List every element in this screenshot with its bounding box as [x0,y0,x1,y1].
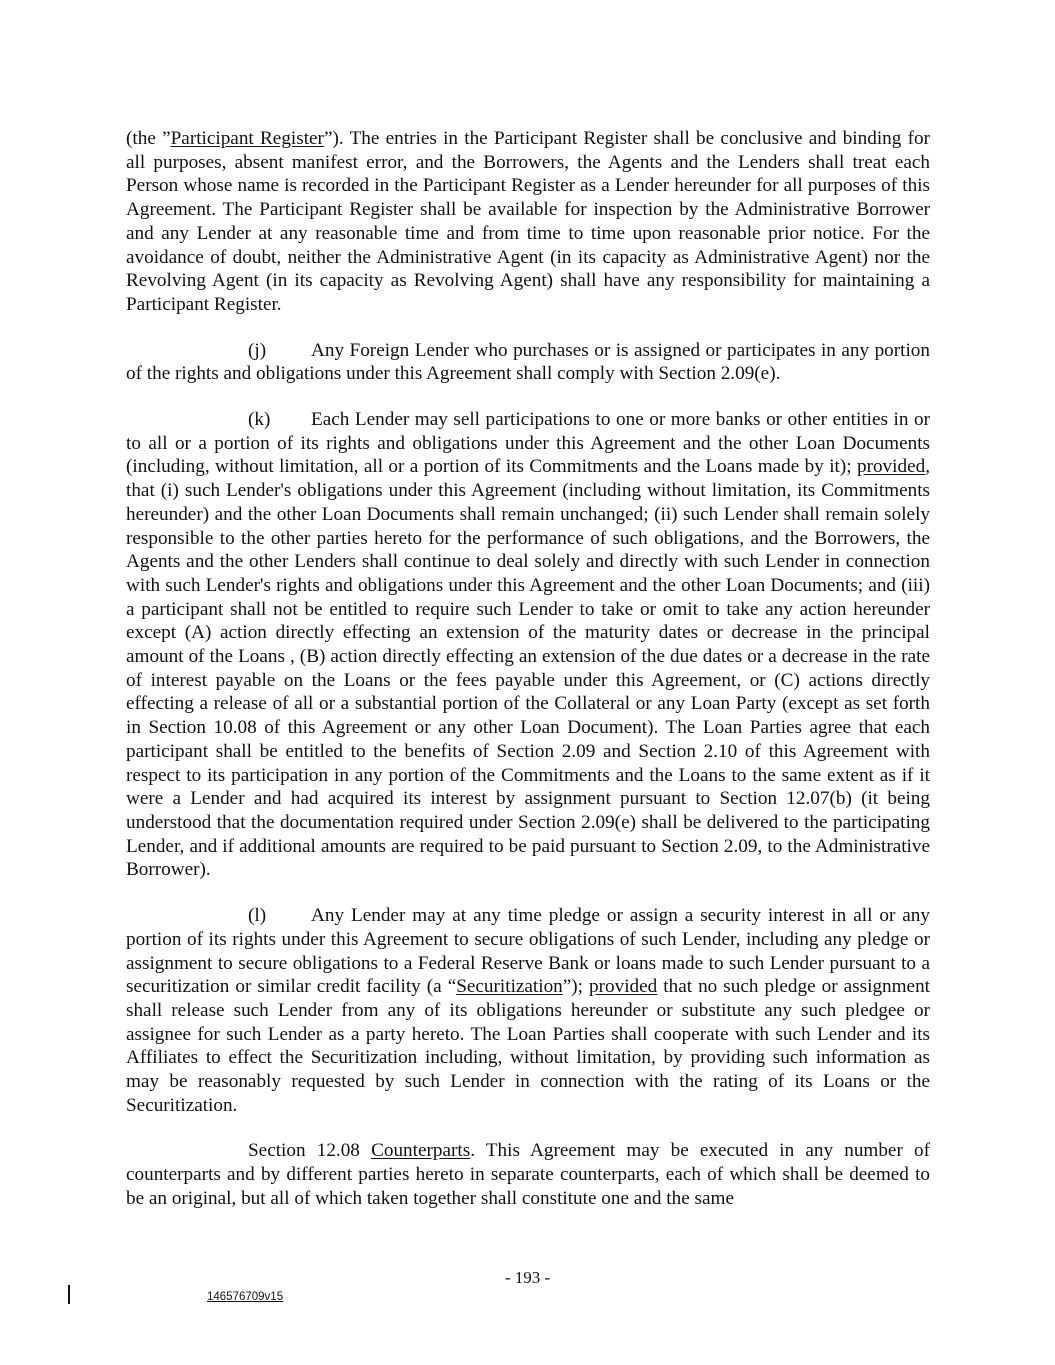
revision-change-bar [68,1285,70,1304]
page-number: - 193 - [504,1268,551,1287]
section-12-08-counterparts [126,1139,930,1210]
text: Each Lender may sell participations to one or more banks or other entities in or to all or a portion of its rights and obligations under this Agreement and the other Loan Documents (including, without limitation, all or a portion of its Commitments and the Loans made by it); [126,409,930,478]
clause-label-j: (j) [248,339,267,361]
text: Any Lender may at any time pledge or assign a security interest in all or any portion of its rights under this Agreement to secure obligations of such Lender, including any pledge or assignment to secure obligations to a Federal Reserve Bank or loans made to such Lender pursuant to a securitization or similar credit facility (a “ [126,905,930,998]
paragraph-j [126,339,930,386]
text: Any Foreign Lender who purchases or is assigned or participates in any portion of the rights and obligations under this Agreement shall comply with Section 2.09(e). [126,339,930,385]
paragraph-l [126,904,930,1117]
text: ”). The entries in the Participant Register shall be conclusive and binding for all purposes, absent manifest error, and the Borrowers, the Agents and the Lenders shall treat each Person whose name is recorded in the Participant Register as a Lender hereunder for all purposes of this Agreement. The Participant Register shall be available for inspection by the Administrative Borrower and any Lender at any reasonable time and from time to time upon reasonable prior notice. For the avoidance of doubt, neither the Administrative Agent (in its capacity as Administrative Agent) nor the Revolving Agent (in its capacity as Revolving Agent) shall have any responsibility for maintaining a Participant Register. [126,128,930,315]
defined-term-provided: provided [856,456,926,478]
paragraph-participant-register [126,127,930,317]
clause-label-k: (k) [248,409,271,431]
document-id: 146576709v15 [207,1291,284,1303]
text: (the ” [126,128,171,149]
defined-term-securitization: Securitization [456,976,563,998]
text: . This Agreement may be executed in any number of counterparts and by different parties hereto in separate counterparts, each of which shall be deemed to be an original, but all of which taken together shall constitute one and the same [126,1140,930,1209]
document-body [126,127,930,1233]
text: ”); [562,976,590,998]
section-title-counterparts: Counterparts [371,1140,471,1162]
defined-term-participant-register: Participant Register [170,128,324,149]
paragraph-k [126,408,930,882]
text: that no such pledge or assignment shall release such Lender from any of its obligations hereunder or substitute any such pledgee or assignee for such Lender as a party hereto. The Loan Parties shall cooperate with such Lender and its Affiliates to effect the Securitization including, without limitation, by providing such information as may be reasonably requested by such Lender in connection with the rating of its Loans or the Securitization. [126,976,930,1116]
clause-label-l: (l) [248,905,267,927]
text: , that (i) such Lender's obligations under this Agreement (including without limitation, its Commitments hereunder) and the other Loan Documents shall remain unchanged; (ii) such Lender shall remain solely responsible to the other parties hereto for the performance of such obligations, and the Borrowers, the Agents and the other Lenders shall continue to deal solely and directly with such Lender in connection with such Lender's rights and obligations under this Agreement and the other Loan Documents; and (iii) a participant shall not be entitled to require such Lender to take or omit to take any action hereunder except (A) action directly effecting an extension of the maturity dates or decrease in the principal amount of the Loans , (B) action directly effecting an extension of the due dates or a decrease in the rate of interest payable on the Loans or the fees payable under this Agreement, or (C) actions directly effecting a release of all or a substantial portion of the Collateral or any Loan Party (except as set forth in Section 10.08 of this Agreement or any other Loan Document). The Loan Parties agree that each participant shall be entitled to the benefits of Section 2.09 and Section 2.10 of this Agreement with respect to its participation in any portion of the Commitments and the Loans to the same extent as if it were a Lender and had acquired its interest by assignment pursuant to Section 12.07(b) (it being understood that the documentation required under Section 2.09(e) shall be delivered to the participating Lender, and if additional amounts are required to be paid pursuant to Section 2.09, to the Administrative Borrower). [126,456,930,881]
section-heading-prefix: Section 12.08 [248,1140,372,1162]
defined-term-provided: provided [589,976,658,998]
